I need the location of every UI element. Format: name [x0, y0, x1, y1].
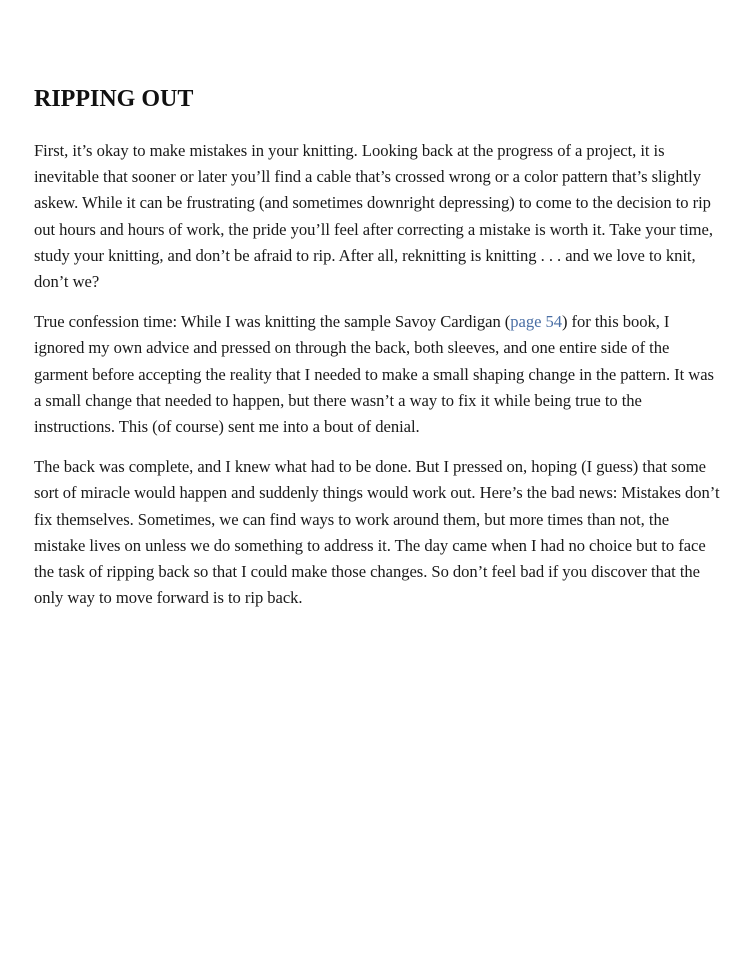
paragraph-confession-text-end: ) for this book, I ignored my own advice and pressed on through the back, both sleeves, and one entire side of the garment before accepting the reality that I needed to make a small shaping change in the pattern. It was a small change that needed to happen, but there wasn’t a way to fix it while being true to the instructions. This (of course) sent me into a bout of denial.: [34, 312, 714, 437]
paragraph-confession-text-start: True confession time: While I was knitting the sample Savoy Cardigan (: [34, 312, 511, 332]
page-reference-link[interactable]: page 54: [510, 312, 562, 332]
paragraph-intro: First, it’s okay to make mistakes in your knitting. Looking back at the progress of a project, it is inevitable that sooner or later you’ll find a cable that’s crossed wrong or a color pattern that’s slightly askew. While it can be frustrating (and sometimes downright depressing) to come to the decision to rip out hours and hours of work, the pride you’ll feel after correcting a mistake is worth it. Take your time, study your knitting, and don’t be afraid to rip. After all, reknitting is knitting . . . and we love to knit, don’t we?: [34, 141, 713, 292]
paragraph-confession: [34, 309, 720, 440]
document-page: [34, 82, 720, 625]
paragraph-conclusion: The back was complete, and I knew what had to be done. But I pressed on, hoping (I guess) that some sort of miracle would happen and suddenly things would work out. Here’s the bad news: Mistakes don’t fix themselves. Sometimes, we can find ways to work around them, but more times than not, the mistake lives on unless we do something to address it. The day came when I had no choice but to face the task of ripping back so that I could make those changes. So don’t feel bad if you discover that the only way to move forward is to rip back.: [34, 457, 720, 608]
section-heading: RIPPING OUT: [34, 86, 194, 112]
